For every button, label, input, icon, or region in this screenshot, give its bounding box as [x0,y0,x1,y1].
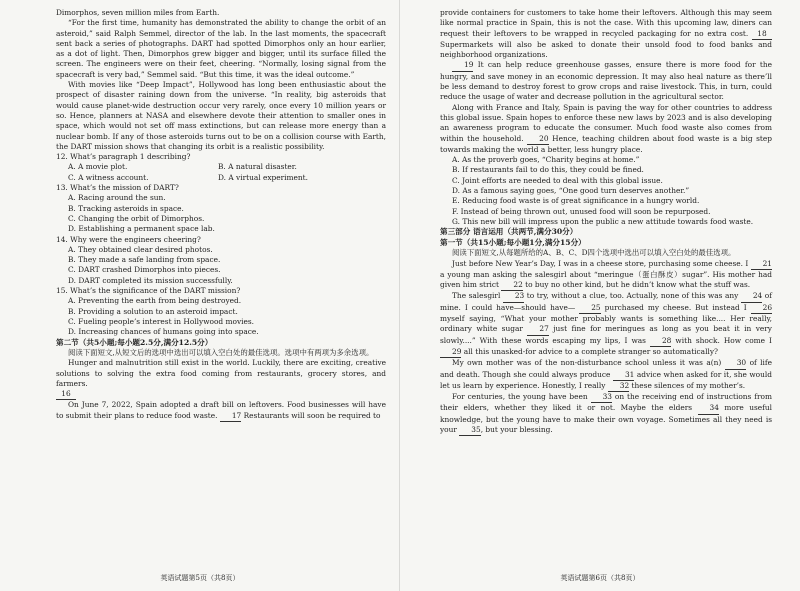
text-run: Hence, teaching children about food waste is a big step towards making the world a better, less hungry place. [440,133,773,154]
blank-25[interactable]: 25 [579,303,600,314]
blank-20[interactable]: 20 [527,134,548,145]
option-c[interactable]: C. Joint efforts are needed to deal with this global issue. [452,175,663,185]
blank-22[interactable]: 22 [501,280,522,291]
blank-26[interactable]: 26 [751,303,772,314]
text-run: , but your blessing. [480,424,553,434]
text-run: just fine for meringues as long as you beat it in very slowly....” With these words escaping my lips, I was [440,324,772,345]
blank-30[interactable]: 30 [725,358,746,369]
section-instructions: 阅读下面短文,从短文后的选项中选出可以填入空白处的最佳选项。选项中有两项为多余选项。 [68,348,374,357]
text-run: all this unasked-for advice to a complete stranger so automatically? [463,346,718,356]
option-d[interactable]: D. DART completed its mission successfully. [68,275,233,285]
option-a[interactable]: A. They obtained clear desired photos. [68,244,213,254]
option-d[interactable]: D. A virtual experiment. [218,172,308,182]
blank-27[interactable]: 27 [527,324,548,335]
blank-16[interactable]: 16 [56,389,76,400]
option-d[interactable]: D. As a famous saying goes, “One good turn deserves another.” [452,186,690,196]
text-run: on the receiving end of instructions from their elders, whether they liked it or not. Maybe the elders [440,392,772,413]
option-a[interactable]: A. Preventing the earth from being destroyed. [68,296,242,306]
paragraph: “For the first time, humanity has demonstrated the ability to change the orbit of an asteroid,” said Ralph Semmel, director of the lab. In the last moments, the spacecraft sent back a series of photographs. DART had spotted Dimorphos only an hour earlier, as a dot of light. Then, Dimorphos grew bigger and bigger, until its surface filled the screen. The engineers were on their feet, cheering. “Normally, losing signal from the spacecraft is very bad,” Semmel said. “But this time, it was the ideal outcome.” [56,18,386,79]
option-b[interactable]: B. Tracking asteroids in space. [68,203,184,213]
text-run: provide containers for customers to take home their leftovers. Although this may seem like normal practice in Spain, this is not the case. With this upcoming law, diners can request their leftovers to be wrapped in recycled packaging for no extra cost. [440,8,772,38]
blank-32[interactable]: 32 [608,381,629,392]
blank-19[interactable]: 19 [452,60,473,71]
text-run: My own mother was of the non-disturbance school unless it was a(n) [452,358,722,368]
text-run: of mine. I could have—should have— [440,291,772,312]
text-run: Along with France and Italy, Spain is paving the way for other countries to address this global issue. Spain hopes to enforce these new laws by 2023 and is also developing an awareness program to educate the consumer. Much food waste also comes from within the household. [440,102,772,143]
question-stem: 14. Why were the engineers cheering? [56,234,201,244]
option-c[interactable]: C. Fueling people’s interest in Hollywood movies. [68,316,255,326]
text-run: The salesgirl [452,291,501,301]
text-run: Just before New Year’s Day, I was in a cheese store, purchasing some cheese. I [452,258,749,268]
section-instructions: 阅读下面短文,从每题所给的A、B、C、D四个选项中选出可以填入空白处的最佳选项。 [452,248,736,258]
blank-29[interactable]: 29 [440,347,461,358]
option-a[interactable]: A. As the proverb goes, “Charity begins at home.” [452,155,640,165]
option-a[interactable]: A. A movie plot. [68,162,128,172]
text-run: a young man asking the salesgirl about “meringue（蛋白酥皮）sugar”. His mother had given him strict [440,269,772,290]
paragraph [440,60,772,102]
option-c[interactable]: C. DART crashed Dimorphos into pieces. [68,265,221,275]
section-heading: 第二节（共5小题;每小题2.5分,满分12.5分） [56,337,213,347]
blank-35[interactable]: 35 [459,425,480,436]
text-run: to buy no other kind, but he didn’t know what the stuff was. [525,280,751,290]
text-run: more useful knowledge, but the young have to make their own voyage. Sometimes all they need is your [440,403,772,434]
question-stem: 15. What’s the significance of the DART mission? [56,286,241,296]
question-stem: 12. What’s paragraph 1 describing? [56,152,191,162]
option-d[interactable]: D. Establishing a permanent space lab. [68,224,215,234]
text-run: to try, without a clue, too. Actually, none of this was any [526,291,739,301]
text-run: It can help reduce greenhouse gasses, ensure there is more food for the hungry, and save money in an economic depression. It may also heal nature as there’ll be less demand to destroy forest to grow crops and raise livestock. This, in turn, could reduce the usage of water and decrease pollution in the agricultural sector. [440,60,772,102]
text-run: of life and death. Though she could always produce [440,358,772,379]
option-c[interactable]: C. A witness account. [68,172,149,182]
page-footer: 英语试题第6页（共8页） [560,574,640,582]
blank-23[interactable]: 23 [503,291,524,302]
text-run: advice when asked for it, she would let us learn by experience. Honestly, I really [440,369,772,390]
option-g[interactable]: G. This new bill will impress upon the public a new attitude towards food waste. [452,216,754,226]
paragraph [56,400,386,422]
paragraph: Hunger and malnutrition still exist in the world. Luckily, there are exciting, creative solutions to solving the extra food coming from restaurants, grocery stores, and farmers. [56,358,386,388]
question-15 [56,286,386,337]
paragraph [440,8,772,60]
text-run: For centuries, the young have been [452,392,588,402]
text-run: Supermarkets will also be asked to donate their unsold food to food banks and neighborhood organizations. [440,39,772,60]
blank-21[interactable]: 21 [751,259,772,270]
paragraph [440,291,772,358]
text-run: these silences of my mother’s. [631,380,746,390]
option-c[interactable]: C. Changing the orbit of Dimorphos. [68,213,205,223]
option-f[interactable]: F. Instead of being thrown out, unused food will soon be repurposed. [452,206,711,216]
question-12 [56,152,386,183]
blank-18[interactable]: 18 [752,29,772,40]
option-d[interactable]: D. Increasing chances of humans going into space. [68,327,259,337]
blank-28[interactable]: 28 [650,336,671,347]
right-page [400,0,800,591]
question-stem: 13. What’s the mission of DART? [56,183,179,193]
option-list [440,155,772,227]
option-e[interactable]: E. Reducing food waste is of great significance in a hungry world. [452,196,700,206]
paragraph [440,392,772,436]
page-footer: 英语试题第5页（共8页） [160,574,240,582]
text-run: On June 7, 2022, Spain adopted a draft bill on leftovers. Food businesses will have to submit their plans to reduce food waste. [56,400,386,420]
option-b[interactable]: B. Providing a solution to an asteroid impact. [68,306,238,316]
blank-line [56,389,386,400]
text-run: myself saying, “What your mother probably wants is something like.... Her really, ordinary white sugar [440,314,772,334]
blank-17[interactable]: 17 [220,411,241,422]
question-13 [56,183,386,234]
option-b[interactable]: B. They made a safe landing from space. [68,255,221,265]
text-run: with shock. How come I [675,335,772,345]
paragraph [440,103,772,155]
question-14 [56,235,386,286]
blank-24[interactable]: 24 [741,291,762,302]
blank-34[interactable]: 34 [698,403,719,414]
blank-31[interactable]: 31 [613,370,634,381]
paragraph: Dimorphos, seven million miles from Earth. [56,8,220,17]
text-run: Restaurants will soon be required to [243,410,381,420]
paragraph [440,358,772,392]
paragraph: With movies like “Deep Impact”, Hollywood has long been enthusiastic about the prospect of disaster raining down from the universe. “In reality, big asteroids that would cause planet-wide destruction occur very rarely, once every 10 million years or so. Hence, planners at NASA and elsewhere devote their attention to smaller ones in space, which would not set off mass extinctions, but can release more energy than a nuclear bomb. If any of those asteroids turns out to be on a collision course with Earth, the DART mission shows that changing its orbit is a realistic possibility. [56,80,386,151]
paragraph [440,259,772,292]
blank-33[interactable]: 33 [591,392,612,403]
option-a[interactable]: A. Racing around the sun. [68,193,166,203]
text-run: purchased my cheese. But instead I [604,302,747,312]
option-b[interactable]: B. A natural disaster. [218,162,297,172]
option-b[interactable]: B. If restaurants fail to do this, they could be fined. [452,165,644,175]
part-heading: 第三部分 语言运用（共两节,满分30分） [440,227,578,237]
section-heading: 第一节（共15小题;每小题1分,满分15分） [440,237,586,247]
